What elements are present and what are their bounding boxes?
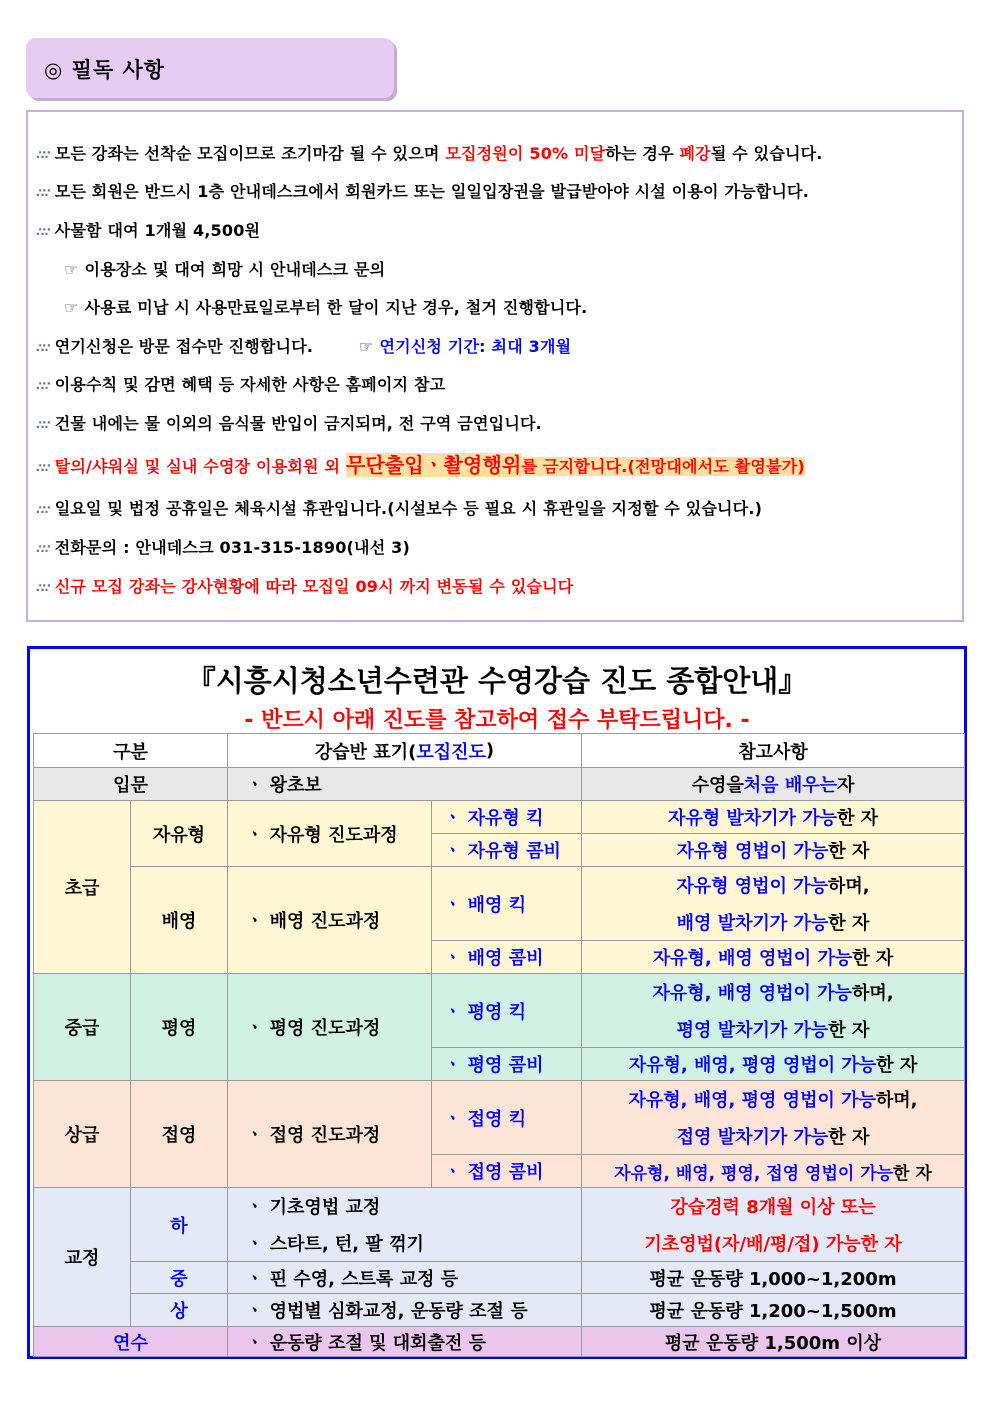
bullet-icon: ∴∵	[36, 461, 49, 475]
course-correction-high: ㆍ 영법별 심화교정, 운동량 조절 등	[228, 1294, 582, 1327]
header-class: 강습반 표기( 모집진도 )	[228, 734, 582, 768]
class-butterfly-combi: ㆍ 접영 콤비	[432, 1155, 582, 1188]
section-tab	[26, 38, 394, 98]
level-beginner: 초급	[34, 801, 131, 974]
notice-line-6: ∴∵ 연기신청은 방문 접수만 진행합니다. ☞ 연기신청 기간: 최대 3개월	[36, 337, 572, 356]
stroke-backstroke: 배영	[131, 867, 228, 974]
level-correction: 교정	[34, 1188, 131, 1327]
bullet-icon: ∴∵	[36, 225, 49, 239]
level-training: 연수	[34, 1327, 228, 1357]
notice-line-5: ☞ 사용료 미납 시 사용만료일로부터 한 달이 지난 경우, 철거 진행합니다.	[64, 298, 588, 317]
bullet-icon: ∴∵	[36, 418, 49, 432]
bullet-icon: ∴∵	[36, 581, 49, 595]
section-title: ◎ 필독 사항	[44, 58, 166, 82]
class-breaststroke-combi: ㆍ 평영 콤비	[432, 1048, 582, 1081]
course-freestyle: ㆍ 자유형 진도과정	[228, 801, 432, 867]
guide-title: 『시흥시청소년수련관 수영강습 진도 종합안내』	[186, 664, 808, 698]
bullet-icon: ∴∵	[36, 503, 49, 517]
notice-line-7: ∴∵ 이용수칙 및 감면 혜택 등 자세한 사항은 홈페이지 참고	[36, 375, 446, 394]
notice-line-9: ∴∵ 탈의/샤워실 및 실내 수영장 이용회원 외 무단출입ㆍ촬영행위를 금지합니다.(전망대에서도 촬영불가)	[36, 453, 805, 477]
note-correction-high: 평균 운동량 1,200~1,500m	[582, 1294, 965, 1327]
notice-line-10: ∴∵ 일요일 및 법정 공휴일은 체육시설 휴관입니다.(시설보수 등 필요 시 휴관일을 지정할 수 있습니다.)	[36, 499, 763, 518]
course-intro: ㆍ 왕초보	[228, 768, 582, 801]
header-note: 참고사항	[582, 734, 965, 768]
stroke-butterfly: 접영	[131, 1081, 228, 1188]
header-category: 구분	[34, 734, 228, 768]
notice-line-3: ∴∵ 사물함 대여 1개월 4,500원	[36, 221, 261, 240]
note-freestyle-combi: 자유형 영법이 가능 한 자	[582, 834, 965, 867]
course-training: ㆍ 운동량 조절 및 대회출전 등	[228, 1327, 582, 1357]
bullet-icon: ∴∵	[36, 186, 49, 200]
class-backstroke-kick: ㆍ 배영 킥	[432, 867, 582, 941]
notice-line-11: ∴∵ 전화문의 : 안내데스크 031-315-1890(내선 3)	[36, 538, 410, 557]
bullet-icon: ∴∵	[36, 148, 49, 162]
correction-low: 하	[131, 1188, 228, 1262]
course-backstroke: ㆍ 배영 진도과정	[228, 867, 432, 974]
level-intermediate: 중급	[34, 974, 131, 1081]
note-training: 평균 운동량 1,500m 이상	[582, 1327, 965, 1357]
notice-line-4: ☞ 이용장소 및 대여 희망 시 안내데스크 문의	[64, 260, 386, 279]
level-intro: 입문	[34, 768, 228, 801]
course-correction-low: ㆍ 기초영법 교정 ㆍ 스타트, 턴, 팔 꺾기	[228, 1188, 582, 1262]
correction-mid: 중	[131, 1262, 228, 1294]
pointing-hand-icon: ☞	[64, 298, 79, 317]
class-freestyle-kick: ㆍ 자유형 킥	[432, 801, 582, 834]
progress-table	[33, 733, 965, 1357]
class-butterfly-kick: ㆍ 접영 킥	[432, 1081, 582, 1155]
bullet-icon: ∴∵	[36, 341, 49, 355]
level-advanced: 상급	[34, 1081, 131, 1188]
postpone-period: ☞ 연기신청 기간: 최대 3개월	[358, 337, 572, 356]
bullet-icon: ∴∵	[36, 542, 49, 556]
guide-subtitle: - 반드시 아래 진도를 참고하여 접수 부탁드립니다. -	[244, 708, 750, 733]
note-breaststroke-kick: 자유형, 배영 영법이 가능하며, 평영 발차기가 가능한 자	[582, 974, 965, 1048]
stroke-breaststroke: 평영	[131, 974, 228, 1081]
pointing-hand-icon: ☞	[358, 337, 374, 356]
course-butterfly: ㆍ 접영 진도과정	[228, 1081, 432, 1188]
notice-box	[26, 110, 964, 622]
note-butterfly-kick: 자유형, 배영, 평영 영법이 가능하며, 접영 발차기가 가능한 자	[582, 1081, 965, 1155]
notice-line-8: ∴∵ 건물 내에는 물 이외의 음식물 반입이 금지되며, 전 구역 금연입니다.	[36, 414, 542, 433]
class-backstroke-combi: ㆍ 배영 콤비	[432, 941, 582, 974]
correction-high: 상	[131, 1294, 228, 1327]
note-backstroke-kick: 자유형 영법이 가능하며, 배영 발차기가 가능한 자	[582, 867, 965, 941]
notice-line-1: ∴∵ 모든 강좌는 선착순 모집이므로 조기마감 될 수 있으며 모집정원이 50% 미달하는 경우 폐강될 수 있습니다.	[36, 144, 823, 163]
note-correction-low: 강습경력 8개월 이상 또는 기초영법(자/배/평/접) 가능한 자	[582, 1188, 965, 1262]
course-breaststroke: ㆍ 평영 진도과정	[228, 974, 432, 1081]
note-backstroke-combi: 자유형, 배영 영법이 가능 한 자	[582, 941, 965, 974]
note-freestyle-kick: 자유형 발차기가 가능 한 자	[582, 801, 965, 834]
stroke-freestyle: 자유형	[131, 801, 228, 867]
note-intro: 수영을 처음 배우는 자	[582, 768, 965, 801]
notice-line-12: ∴∵ 신규 모집 강좌는 강사현황에 따라 모집일 09시 까지 변동될 수 있습니다	[36, 577, 574, 596]
bullet-icon: ∴∵	[36, 379, 49, 393]
note-breaststroke-combi: 자유형, 배영, 평영 영법이 가능 한 자	[582, 1048, 965, 1081]
guide-box	[27, 646, 967, 1359]
notice-line-2: ∴∵ 모든 회원은 반드시 1층 안내데스크에서 회원카드 또는 일일입장권을 발급받아야 시설 이용이 가능합니다.	[36, 182, 809, 201]
note-butterfly-combi: 자유형, 배영, 평영, 접영 영법이 가능 한 자	[582, 1155, 965, 1188]
note-correction-mid: 평균 운동량 1,000~1,200m	[582, 1262, 965, 1294]
pointing-hand-icon: ☞	[64, 260, 79, 279]
class-breaststroke-kick: ㆍ 평영 킥	[432, 974, 582, 1048]
class-freestyle-combi: ㆍ 자유형 콤비	[432, 834, 582, 867]
course-correction-mid: ㆍ 핀 수영, 스트록 교정 등	[228, 1262, 582, 1294]
